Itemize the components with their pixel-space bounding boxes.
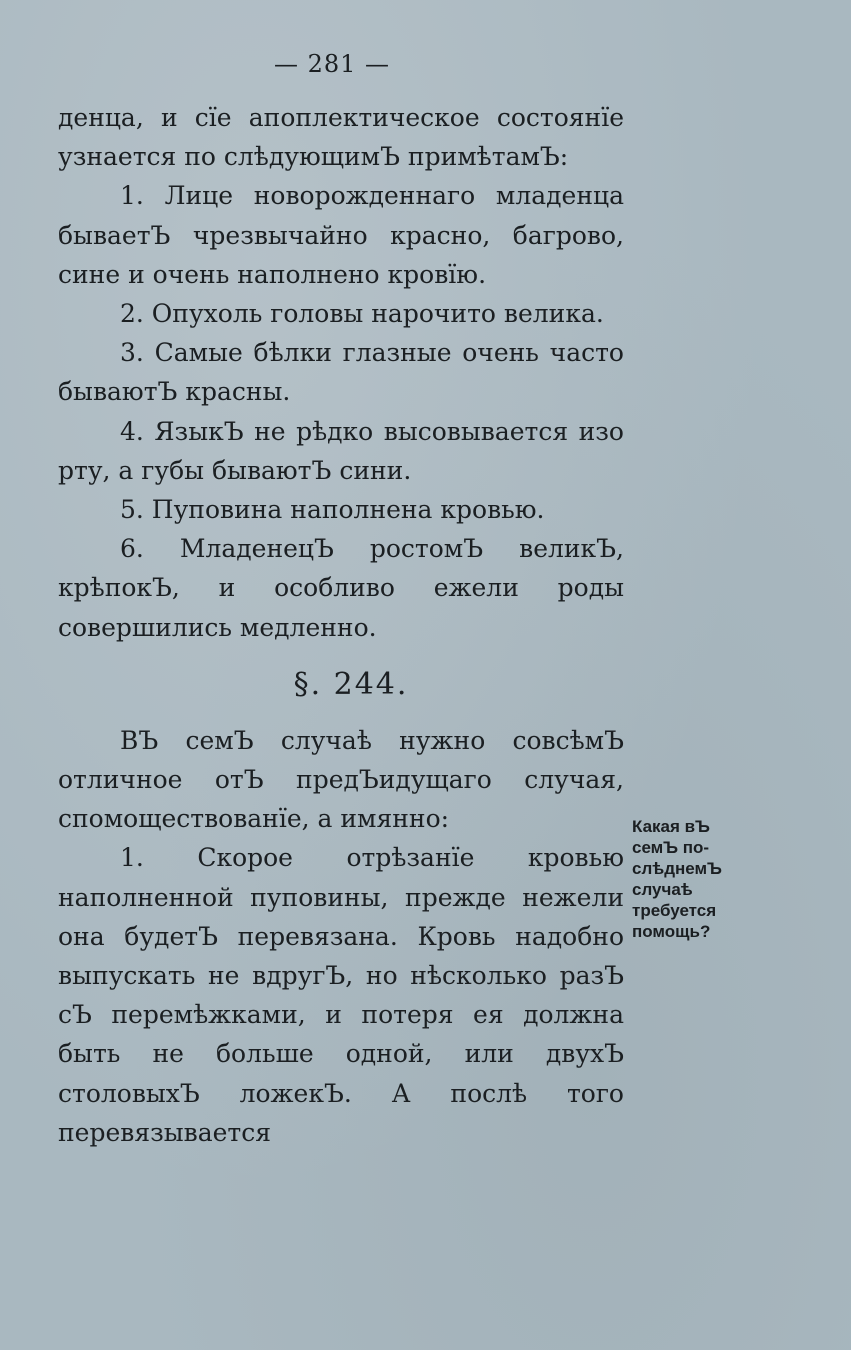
margin-note-line: требуется bbox=[632, 901, 717, 920]
page-number: — 281 — bbox=[273, 50, 391, 78]
main-text bbox=[58, 98, 624, 1152]
margin-note-line: помощь? bbox=[632, 922, 711, 941]
margin-note-line: семЪ по- bbox=[632, 838, 710, 857]
symptom-4: 4. ЯзыкЪ не рѣдко высовывается изо рту, а губы бываютЪ сини. bbox=[58, 416, 624, 485]
symptom-5: 5. Пуповина наполнена кровью. bbox=[120, 495, 545, 525]
symptom-1: 1. Лице новорожденнаго младенца бываетЪ чрезвычайно красно, багрово, сине и очень наполнено кровїю. bbox=[58, 181, 624, 289]
symptom-2: 2. Опухоль головы нарочито велика. bbox=[120, 299, 604, 329]
margin-note-line: случаѣ bbox=[632, 880, 693, 899]
symptom-6: 6. МладенецЪ ростомЪ великЪ, крѣпокЪ, и особливо ежели роды совершились медленно. bbox=[58, 534, 624, 642]
treatment-1: 1. Скорое отрѣзанїе кровью наполненной пуповины, прежде нежели она будетЪ перевязана. Кровь надобно выпускать не вдругЪ, но нѣсколько разЪ сЪ перемѣжками, и потеря ея должна быть не больше одной, или двухЪ столовыхЪ ложекЪ. А послѣ того перевязывается bbox=[58, 843, 624, 1147]
section-intro: ВЪ семЪ случаѣ нужно совсѣмЪ отличное отЪ предЪидущаго случая, спомоществованїе, а имянно: bbox=[58, 725, 624, 834]
section-heading: §. 244. bbox=[293, 666, 409, 702]
margin-note-line: слѣднемЪ bbox=[632, 859, 722, 878]
paragraph-continuation: денца, и сїе апоплектическое состоянїе узнается по слѣдующимЪ примѣтамЪ: bbox=[58, 103, 624, 172]
margin-note bbox=[632, 816, 772, 942]
symptom-3: 3. Самые бѣлки глазные очень часто бываютЪ красны. bbox=[58, 338, 624, 407]
margin-note-line: Какая вЪ bbox=[632, 817, 710, 836]
